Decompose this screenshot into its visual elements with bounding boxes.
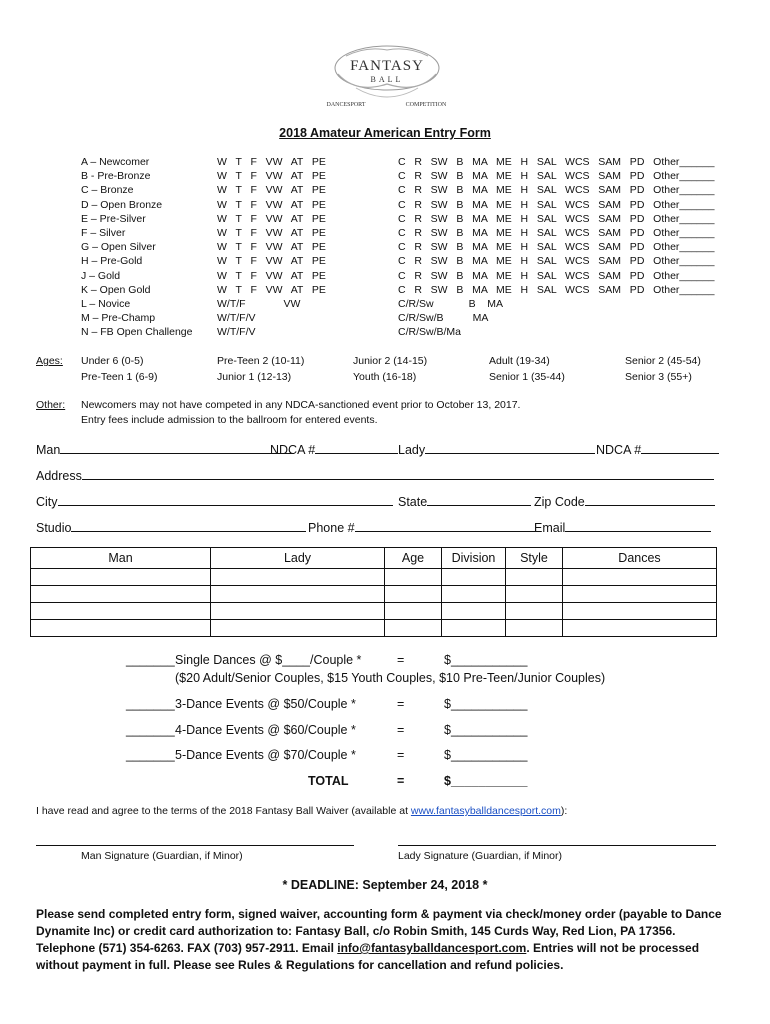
table-cell[interactable] xyxy=(506,586,563,603)
logo-right-tag: COMPETITION xyxy=(405,102,447,108)
table-cell[interactable] xyxy=(211,569,385,586)
level-name: H – Pre-Gold xyxy=(81,255,143,268)
man-signature-label: Man Signature (Guardian, if Minor) xyxy=(81,850,243,862)
level-styles: C R SW B MA ME H SAL WCS SAM PD Other______ xyxy=(398,283,715,296)
age-junior2: Junior 2 (14-15) xyxy=(353,355,428,367)
fantasy-ball-logo xyxy=(326,44,448,110)
level-name: J – Gold xyxy=(81,269,121,282)
table-cell[interactable] xyxy=(385,620,442,637)
table-row xyxy=(31,603,717,620)
total-eq: = xyxy=(397,774,405,788)
single-dances-label: Single Dances @ $____/Couple * xyxy=(175,653,362,667)
level-styles: C/R/Sw/B/Ma xyxy=(398,326,462,339)
entries-table xyxy=(30,547,717,637)
level-styles: C R SW B MA ME H SAL WCS SAM PD Other______ xyxy=(398,198,715,211)
level-name: M – Pre-Champ xyxy=(81,312,156,325)
three-dance-eq: = xyxy=(397,697,405,711)
three-dance-qty[interactable]: _______ xyxy=(126,697,175,711)
instructions-line1: Please send completed entry form, signed waiver, accounting form & payment via check/money order (payable to Dance xyxy=(36,907,722,921)
email-label: Email xyxy=(534,521,566,535)
level-name: D – Open Bronze xyxy=(81,198,163,211)
level-dances: W/T/F VW xyxy=(217,298,301,310)
instructions-line3 xyxy=(36,941,699,955)
age-senior1: Senior 1 (35-44) xyxy=(489,371,565,383)
age-youth: Youth (16-18) xyxy=(353,371,417,383)
five-dance-qty[interactable]: _______ xyxy=(126,748,175,762)
lady-signature-line[interactable] xyxy=(398,845,716,846)
ages-label: Ages: xyxy=(36,355,63,367)
five-dance-label: 5-Dance Events @ $70/Couple * xyxy=(175,748,356,762)
instructions-line3-before: Telephone (571) 354-6263. FAX (703) 957-2911. Email xyxy=(36,941,338,955)
level-dances: W T F VW AT PE xyxy=(217,184,326,197)
four-dance-qty[interactable]: _______ xyxy=(126,723,175,737)
single-dances-note: ($20 Adult/Senior Couples, $15 Youth Couples, $10 Pre-Teen/Junior Couples) xyxy=(175,671,606,685)
studio-field[interactable] xyxy=(36,519,306,535)
single-dances-eq: = xyxy=(397,653,405,667)
waiver-text-before: I have read and agree to the terms of the 2018 Fantasy Ball Waiver (available at xyxy=(36,805,411,817)
deadline: * DEADLINE: September 24, 2018 * xyxy=(282,878,488,892)
table-row xyxy=(31,569,717,586)
table-cell[interactable] xyxy=(385,586,442,603)
table-cell[interactable] xyxy=(31,586,211,603)
total-label: TOTAL xyxy=(308,774,349,788)
table-cell[interactable] xyxy=(442,620,506,637)
age-under6: Under 6 (0-5) xyxy=(81,355,144,367)
single-dances-amount[interactable]: $___________ xyxy=(444,653,528,667)
level-dances: W T F VW AT PE xyxy=(217,198,326,211)
logo-main-text: FANTASY xyxy=(350,58,424,74)
studio-label: Studio xyxy=(36,521,72,535)
table-row xyxy=(31,620,717,637)
three-dance-amount[interactable]: $___________ xyxy=(444,697,528,711)
level-name: N – FB Open Challenge xyxy=(81,326,193,339)
waiver-text-after: ): xyxy=(560,805,568,817)
logo-left-tag: DANCESPORT xyxy=(326,102,366,108)
table-cell[interactable] xyxy=(563,603,717,620)
age-preteen2: Pre-Teen 2 (10-11) xyxy=(217,355,305,367)
address-field[interactable] xyxy=(36,467,714,483)
header-age: Age xyxy=(385,548,442,569)
level-styles: C R SW B MA ME H SAL WCS SAM PD Other______ xyxy=(398,227,715,239)
table-cell[interactable] xyxy=(563,586,717,603)
level-styles: C R SW B MA ME H SAL WCS SAM PD Other______ xyxy=(398,170,715,183)
level-styles: C R SW B MA ME H SAL WCS SAM PD Other______ xyxy=(398,212,715,225)
state-field[interactable] xyxy=(398,493,531,509)
level-dances: W T F VW AT PE xyxy=(217,283,326,296)
phone-label: Phone # xyxy=(308,521,355,535)
total-amount[interactable]: $___________ xyxy=(444,774,528,788)
city-label: City xyxy=(36,495,58,509)
waiver-text xyxy=(36,805,567,817)
table-cell[interactable] xyxy=(211,586,385,603)
level-name: F – Silver xyxy=(81,227,126,239)
level-dances: W/T/F/V xyxy=(217,312,256,325)
table-cell[interactable] xyxy=(442,586,506,603)
other-label: Other: xyxy=(36,399,66,411)
man-ndca-field[interactable] xyxy=(270,441,398,457)
level-name: G – Open Silver xyxy=(81,241,156,254)
table-cell[interactable] xyxy=(506,620,563,637)
five-dance-amount[interactable]: $___________ xyxy=(444,748,528,762)
level-styles: C R SW B MA ME H SAL WCS SAM PD Other______ xyxy=(398,184,715,197)
lady-label: Lady xyxy=(398,443,426,457)
table-cell[interactable] xyxy=(211,620,385,637)
table-cell[interactable] xyxy=(563,569,717,586)
level-styles: C R SW B MA ME H SAL WCS SAM PD Other______ xyxy=(398,241,715,254)
address-label: Address xyxy=(36,469,82,483)
table-cell[interactable] xyxy=(31,569,211,586)
zip-field[interactable] xyxy=(534,493,715,509)
level-dances: W T F VW AT PE xyxy=(217,255,326,268)
table-cell[interactable] xyxy=(442,603,506,620)
table-cell[interactable] xyxy=(442,569,506,586)
ndca2-label: NDCA # xyxy=(596,443,642,457)
level-name: E – Pre-Silver xyxy=(81,212,146,225)
instructions-line3-after: . Entries will not be processed xyxy=(526,941,700,955)
email-field[interactable] xyxy=(534,519,711,535)
level-dances: W T F VW AT PE xyxy=(217,212,326,225)
level-dances: W T F VW AT PE xyxy=(217,241,326,254)
three-dance-label: 3-Dance Events @ $50/Couple * xyxy=(175,697,356,711)
city-field[interactable] xyxy=(36,493,393,509)
four-dance-amount[interactable]: $___________ xyxy=(444,723,528,737)
table-cell[interactable] xyxy=(385,569,442,586)
table-cell[interactable] xyxy=(506,569,563,586)
five-dance-eq: = xyxy=(397,748,405,762)
man-name-field[interactable] xyxy=(36,441,294,457)
header-style: Style xyxy=(506,548,563,569)
zip-label: Zip Code xyxy=(534,495,585,509)
level-styles: C/R/Sw B MA xyxy=(398,298,504,310)
other-line2: Entry fees include admission to the ballroom for entered events. xyxy=(81,414,378,426)
instructions-line4: without payment in full. Please see Rules & Regulations for cancellation and refund policies. xyxy=(36,958,564,972)
age-preteen1: Pre-Teen 1 (6-9) xyxy=(81,371,158,383)
phone-field[interactable] xyxy=(308,519,535,535)
lady-ndca-field[interactable] xyxy=(596,441,719,457)
single-dances-qty[interactable]: _______ xyxy=(126,653,175,667)
level-dances: W T F VW AT PE xyxy=(217,156,326,168)
level-dances: W/T/F/V xyxy=(217,326,256,339)
level-name: C – Bronze xyxy=(81,184,134,197)
instructions-line2: Dynamite Inc) or credit card authorization to: Fantasy Ball, c/o Robin Smith, 145 Curds Way, Red Lion, PA 17356. xyxy=(36,924,676,938)
table-cell[interactable] xyxy=(563,620,717,637)
level-name: B - Pre-Bronze xyxy=(81,170,151,183)
age-senior3: Senior 3 (55+) xyxy=(625,371,692,383)
level-styles: C R SW B MA ME H SAL WCS SAM PD Other______ xyxy=(398,269,715,282)
header-division: Division xyxy=(442,548,506,569)
header-man: Man xyxy=(31,548,211,569)
lady-signature-label: Lady Signature (Guardian, if Minor) xyxy=(398,850,562,862)
four-dance-label: 4-Dance Events @ $60/Couple * xyxy=(175,723,356,737)
level-styles: C/R/Sw/B MA xyxy=(398,312,489,325)
logo-sub-text: BALL xyxy=(370,75,404,84)
age-junior1: Junior 1 (12-13) xyxy=(217,371,292,383)
other-line1: Newcomers may not have competed in any NDCA-sanctioned event prior to October 13, 2017. xyxy=(81,399,521,411)
lady-name-field[interactable] xyxy=(398,441,595,457)
table-row xyxy=(31,586,717,603)
level-dances: W T F VW AT PE xyxy=(217,269,326,282)
level-name: K – Open Gold xyxy=(81,283,151,296)
table-cell[interactable] xyxy=(31,603,211,620)
waiver-link[interactable]: www.fantasyballdancesport.com xyxy=(410,805,561,817)
table-cell[interactable] xyxy=(385,603,442,620)
header-lady: Lady xyxy=(211,548,385,569)
level-styles: C R SW B MA ME H SAL WCS SAM PD Other______ xyxy=(398,156,715,168)
man-label: Man xyxy=(36,443,61,457)
table-header-row xyxy=(31,548,717,569)
level-dances: W T F VW AT PE xyxy=(217,227,326,239)
level-name: A – Newcomer xyxy=(81,156,150,168)
form-title: 2018 Amateur American Entry Form xyxy=(279,126,491,140)
age-adult: Adult (19-34) xyxy=(489,355,550,367)
table-cell[interactable] xyxy=(31,620,211,637)
header-dances: Dances xyxy=(563,548,717,569)
level-dances: W T F VW AT PE xyxy=(217,170,326,183)
age-senior2: Senior 2 (45-54) xyxy=(625,355,701,367)
state-label: State xyxy=(398,495,428,509)
table-cell[interactable] xyxy=(506,603,563,620)
table-cell[interactable] xyxy=(211,603,385,620)
man-signature-line[interactable] xyxy=(36,845,354,846)
level-name: L – Novice xyxy=(81,298,131,310)
level-styles: C R SW B MA ME H SAL WCS SAM PD Other______ xyxy=(398,255,715,268)
contact-email-link[interactable]: info@fantasyballdancesport.com xyxy=(337,941,527,955)
four-dance-eq: = xyxy=(397,723,405,737)
ndca1-label: NDCA # xyxy=(270,443,316,457)
